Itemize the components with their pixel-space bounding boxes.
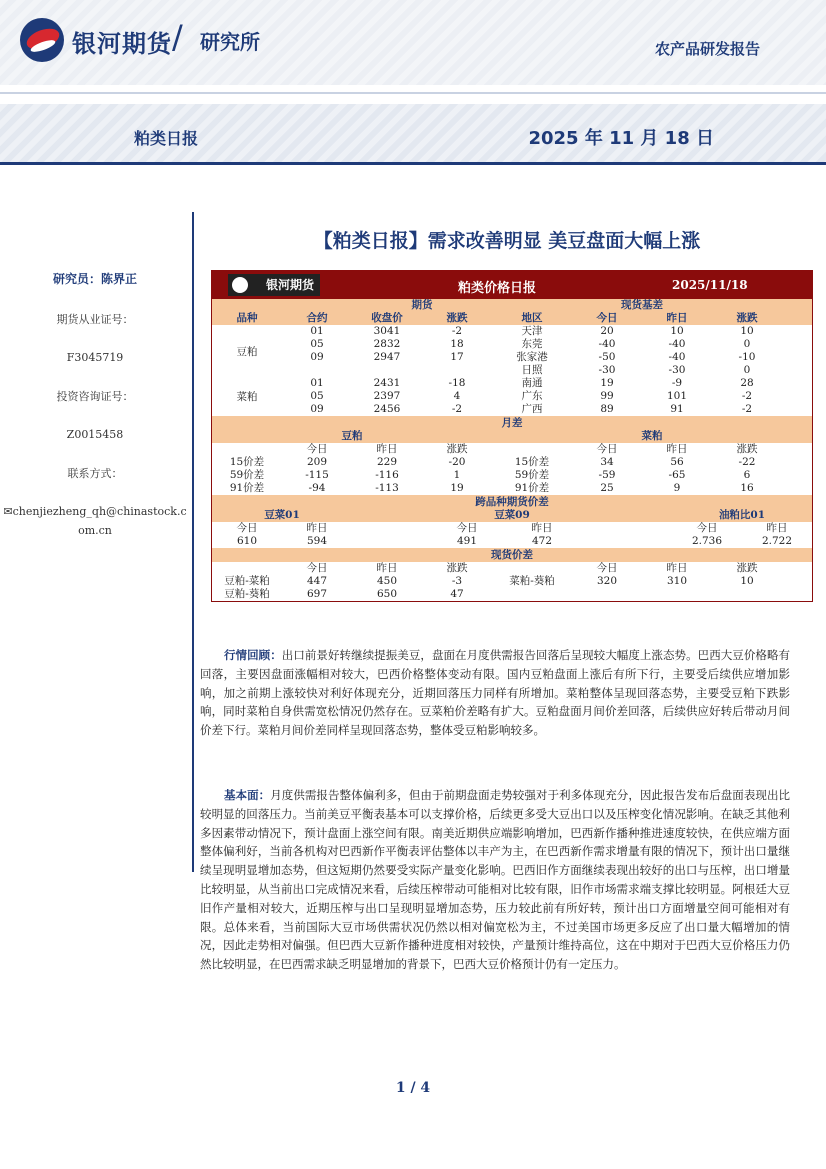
cell: 10	[740, 575, 754, 587]
cell: 650	[376, 588, 398, 600]
brand-name: 银河期货	[72, 30, 172, 58]
consult-label: 投资咨询证号：	[56, 390, 134, 403]
sidebar	[0, 270, 190, 561]
table-row	[212, 469, 812, 482]
cell: 05	[310, 390, 324, 402]
rap-rows	[282, 377, 782, 416]
review-label: 行情回顾：	[224, 648, 282, 662]
cell: 594	[306, 535, 328, 547]
cross-c: 油粕比01	[718, 509, 766, 521]
cell: 天津	[521, 325, 543, 337]
col-header: 涨跌	[736, 443, 758, 455]
cell: 0	[743, 338, 751, 350]
cross-a: 豆菜01	[264, 509, 300, 521]
cell: 91	[670, 403, 684, 415]
table-logo: 银河期货	[228, 274, 320, 296]
page-header	[0, 0, 826, 85]
cross-b: 豆菜09	[494, 509, 530, 521]
cell: 20	[600, 325, 614, 337]
table-row	[282, 403, 782, 416]
cell: -94	[308, 482, 326, 494]
table-row	[282, 390, 782, 403]
col-header: 合约	[306, 312, 328, 324]
cell: 209	[306, 456, 328, 468]
cell: 01	[310, 325, 324, 337]
cell: 34	[600, 456, 614, 468]
table-header	[212, 271, 812, 299]
cell: -2	[451, 325, 463, 337]
cell: -22	[738, 456, 756, 468]
col-header: 昨日	[666, 562, 688, 574]
cell: -65	[668, 469, 686, 481]
cell: -2	[741, 390, 753, 402]
license-number: F3045719	[66, 351, 124, 364]
cell: 56	[670, 456, 684, 468]
license-label: 期货从业证号：	[56, 313, 134, 326]
cell: 59价差	[229, 469, 265, 481]
cell: -40	[668, 338, 686, 350]
price-table	[211, 270, 813, 602]
cell: -9	[671, 377, 683, 389]
cell: 91价差	[514, 482, 550, 494]
cell: 447	[306, 575, 328, 587]
fundamental-label: 基本面：	[224, 788, 271, 802]
galaxy-logo-icon	[20, 18, 64, 62]
spot-header: 现货基差	[621, 299, 663, 311]
cell: 10	[670, 325, 684, 337]
cell: 广西	[521, 403, 543, 415]
brand-separator: /	[172, 18, 183, 56]
col-header: 昨日	[531, 522, 553, 534]
cell: -115	[305, 469, 329, 481]
cell: 610	[236, 535, 258, 547]
col-header: 今日	[306, 443, 328, 455]
futures-header: 期货	[411, 299, 433, 311]
cell: 47	[450, 588, 464, 600]
review-paragraph	[200, 646, 790, 740]
contact-label: 联系方式：	[67, 467, 123, 480]
month-group-row	[212, 430, 812, 443]
cell: -2	[741, 403, 753, 415]
cell: 0	[743, 364, 751, 376]
table-row	[282, 351, 782, 364]
cell: 2456	[373, 403, 401, 415]
cell	[572, 588, 642, 601]
cell: 28	[740, 377, 754, 389]
cell: 广东	[521, 390, 543, 402]
cell: -20	[448, 456, 466, 468]
cell: 2.736	[691, 535, 723, 547]
col-header: 昨日	[306, 522, 328, 534]
institute-name: 研究所	[200, 30, 260, 54]
report-name: 粕类日报	[134, 129, 199, 148]
col-header: 今日	[696, 522, 718, 534]
cell: 张家港	[516, 351, 548, 363]
cell: -2	[451, 403, 463, 415]
cell: -59	[598, 469, 616, 481]
month-col-row	[212, 443, 812, 456]
fundamental-text: 月度供需报告整体偏利多，但由于前期盘面走势较强对于利多体现充分，因此报告发布后盘面表现出比较明显的回落压力。当前美豆平衡表基本可以支撑价格，后续更多受大豆出口以及压榨变化情况影响。在缺乏其他利多因素带动情况下，预计盘面上涨空间有限。南美近期供应端影响增加，巴西新作播种推进速度较快，在供应端方面整体偏利好，当前各机构对巴西新作平衡表评估整体以丰产为主，在巴西新作需求增量有限的情况下，预计出口量继续呈现明显增加态势，但这短期仍然要受实际产量变化影响。巴西旧作方面继续表现出较好的出口与压榨，出口增量比较明显，从当前出口完成情况来看，后续压榨带动可能相对比较有限，旧作市场需求端支撑比较明显。阿根廷大豆旧作产量相对较大，近期压榨与出口呈现明显增加态势，压力较此前有所好转，预计出口方面增量空间可能相对有限。总体来看，当前国际大豆市场供需状况仍然以相对偏宽松为主，不过美国市场更多反应了出口量大幅增加的情况，因此走势相对偏强。但巴西大豆新作播种进度相对较快，产量预计维持高位，这在中期对于巴西大豆价格压力仍然比较明显，在巴西需求缺乏明显增加的背景下，巴西大豆价格预计仍有一定压力。	[200, 788, 791, 972]
cell: 3041	[373, 325, 401, 337]
soy-label: 豆粕	[236, 345, 258, 358]
email-line-1[interactable]: ✉chenjiezheng_qh@chinastock.c	[3, 505, 187, 518]
cross-spread-header: 跨品种期货价差	[212, 495, 812, 509]
rap-group	[212, 377, 812, 416]
col-header: 收盘价	[371, 312, 403, 324]
table-row	[282, 377, 782, 390]
col-header: 昨日	[376, 443, 398, 455]
table-row	[212, 482, 812, 495]
cell: 2397	[373, 390, 401, 402]
cell: -113	[375, 482, 399, 494]
cell: 豆粕-菜粕	[224, 575, 270, 587]
cell: 91价差	[229, 482, 265, 494]
cell: 59价差	[514, 469, 550, 481]
cell: -10	[738, 351, 756, 363]
cell: 697	[306, 588, 328, 600]
cell: -3	[451, 575, 463, 587]
cell: 16	[740, 482, 754, 494]
col-header: 今日	[306, 562, 328, 574]
cell: 东莞	[521, 338, 543, 350]
month-soy: 豆粕	[341, 430, 363, 442]
cell: 09	[310, 403, 324, 415]
table-title: 粕类价格日报	[458, 281, 537, 296]
col-header: 地区	[521, 312, 543, 324]
cell: 2431	[373, 377, 401, 389]
col-header: 涨跌	[446, 312, 468, 324]
page-title: 【粕类日报】需求改善明显 美豆盘面大幅上涨	[313, 230, 701, 252]
cell	[422, 364, 492, 377]
cell: 日照	[521, 364, 543, 376]
cell: 南通	[521, 377, 543, 389]
table-row	[212, 456, 812, 469]
cell: 19	[450, 482, 464, 494]
cell: 17	[450, 351, 464, 363]
col-header: 今日	[236, 522, 258, 534]
cell: 05	[310, 338, 324, 350]
cell: -40	[598, 338, 616, 350]
cell: 15价差	[229, 456, 265, 468]
month-spread-header: 月差	[212, 416, 812, 430]
sidebar-divider	[192, 212, 194, 872]
report-type: 农产品研发报告	[654, 40, 760, 58]
email-line-2[interactable]: om.cn	[78, 524, 112, 537]
col-header: 今日	[456, 522, 478, 534]
col-header: 昨日	[766, 522, 788, 534]
title-bar	[0, 104, 826, 165]
cell: 99	[600, 390, 614, 402]
cell: 19	[600, 377, 614, 389]
cell: 2.722	[761, 535, 793, 547]
cell: 10	[740, 325, 754, 337]
col-header: 品种	[236, 312, 258, 324]
col-header: 昨日	[666, 312, 688, 324]
table-row	[212, 575, 812, 588]
col-header: 今日	[596, 443, 618, 455]
analyst: 研究员：陈界正	[52, 272, 137, 286]
header-divider	[0, 92, 826, 94]
cell: -116	[375, 469, 399, 481]
cell	[712, 588, 782, 601]
cell: 320	[596, 575, 618, 587]
col-header: 今日	[596, 562, 618, 574]
cell: 2832	[373, 338, 401, 350]
col-header: 今日	[596, 312, 618, 324]
rap-label: 菜粕	[236, 391, 258, 403]
cell: 89	[600, 403, 614, 415]
cell: 491	[456, 535, 478, 547]
cell	[282, 364, 352, 377]
cell: 6	[743, 469, 751, 481]
cell: 2947	[373, 351, 401, 363]
column-header-row	[212, 312, 812, 325]
soy-rows	[282, 325, 782, 377]
col-header: 昨日	[376, 562, 398, 574]
table-row	[282, 325, 782, 338]
spot-spread-header: 现货价差	[212, 548, 812, 562]
spot-col-row	[212, 562, 812, 575]
table-date: 2025/11/18	[672, 278, 748, 292]
cell: -30	[668, 364, 686, 376]
page-number: 1 / 4	[395, 1080, 431, 1096]
review-text: 出口前景好转继续提振美豆，盘面在月度供需报告回落后呈现较大幅度上涨态势。巴西大豆价格略有回落，主要因盘面涨幅相对较大，巴西价格整体变动有限。国内豆粕盘面上涨后有所下行，主要受后续供应增加影响，加之前期上涨较快对利好体现充分，近期回落压力同样有所增加。菜粕整体呈现回落态势，主要受豆粕下跌影响，同时菜粕自身供需宽松情况仍然存在。豆菜粕价差略有扩大。豆粕盘面月间价差回落，后续供应好转后带动月间价差下行。菜粕月间价差同样呈现回落态势，整体受豆粕影响较多。	[200, 648, 790, 738]
cell: 25	[600, 482, 614, 494]
col-header: 涨跌	[736, 562, 758, 574]
cell	[492, 588, 572, 601]
cell: 450	[376, 575, 398, 587]
cell: 229	[376, 456, 398, 468]
cell: -18	[448, 377, 466, 389]
cell: 01	[310, 377, 324, 389]
cell	[642, 588, 712, 601]
cell: -40	[668, 351, 686, 363]
cell: 菜粕-葵粕	[509, 575, 555, 587]
cell: -30	[598, 364, 616, 376]
col-header: 涨跌	[446, 443, 468, 455]
cell: 15价差	[514, 456, 550, 468]
group-header-row	[212, 299, 812, 312]
consult-number: Z0015458	[66, 428, 124, 441]
cell: 310	[666, 575, 688, 587]
cell: 472	[531, 535, 553, 547]
fundamental-paragraph	[200, 786, 790, 974]
cross-group-row	[212, 509, 812, 522]
cross-value-row	[212, 535, 812, 548]
col-header: 昨日	[666, 443, 688, 455]
cross-col-row	[212, 522, 812, 535]
cell: 1	[453, 469, 461, 481]
table-row	[282, 338, 782, 351]
col-header: 涨跌	[446, 562, 468, 574]
month-rap: 菜粕	[641, 430, 663, 442]
cell: 豆粕-葵粕	[224, 588, 270, 600]
soy-group	[212, 325, 812, 377]
col-header: 涨跌	[736, 312, 758, 324]
table-row	[212, 588, 812, 601]
cell: 101	[666, 390, 688, 402]
cell: 4	[453, 390, 461, 402]
table-row	[282, 364, 782, 377]
cell: 18	[450, 338, 464, 350]
cell: 9	[673, 482, 681, 494]
cell: -50	[598, 351, 616, 363]
cell: 09	[310, 351, 324, 363]
cell	[352, 364, 422, 377]
report-date: 2025 年 11 月 18 日	[528, 128, 714, 149]
